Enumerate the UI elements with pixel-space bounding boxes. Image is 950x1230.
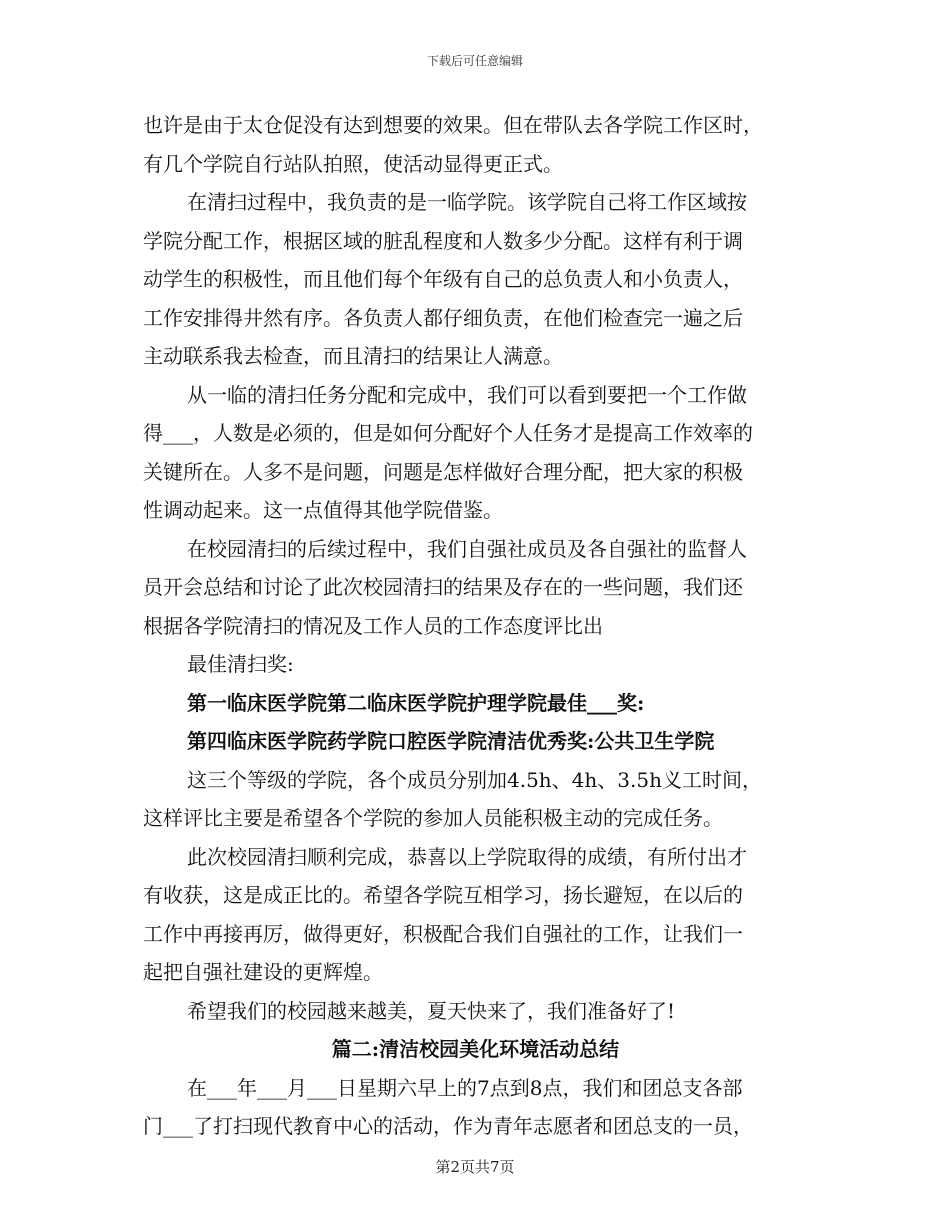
text-line: 工作中再接再厉，做得更好，积极配合我们自强社的工作，让我们一	[143, 921, 743, 946]
text-line: 工作安排得井然有序。各负责人都仔细负责，在他们检查完一遍之后	[143, 305, 743, 330]
text-line: 第四临床医学院药学院口腔医学院清洁优秀奖:公共卫生学院	[187, 729, 715, 753]
text-line: 有收获，这是成正比的。希望各学院互相学习，扬长避短，在以后的	[143, 883, 743, 907]
text-line: 第一临床医学院第二临床医学院护理学院最佳___奖:	[187, 690, 645, 715]
text-line: 主动联系我去检查，而且清扫的结果让人满意。	[143, 344, 563, 368]
document-body	[143, 106, 808, 1146]
text-line: 根据各学院清扫的情况及工作人员的工作态度评比出	[143, 613, 603, 638]
text-line: 关键所在。人多不是问题，问题是怎样做好合理分配，把大家的积极	[143, 459, 743, 484]
text-line: 门___了打扫现代教育中心的活动，作为青年志愿者和团总支的一员，	[143, 1114, 753, 1138]
text-line: 学院分配工作，根据区域的脏乱程度和人数多少分配。这样有利于调	[143, 228, 743, 253]
text-line: 员开会总结和讨论了此次校园清扫的结果及存在的一些问题，我们还	[143, 575, 743, 599]
text-line: 最佳清扫奖:	[187, 652, 294, 676]
page-header: 下载后可任意编辑	[426, 54, 523, 68]
text-line: 这三个等级的学院，各个成员分别加4.5h、4h、3.5h义工时间，	[187, 767, 762, 792]
text-line: 在校园清扫的后续过程中，我们自强社成员及各自强社的监督人	[187, 536, 747, 561]
section-heading: 篇二:清洁校园美化环境活动总结	[331, 1037, 620, 1061]
text-line: 在___年___月___日星期六早上的7点到8点，我们和团总支各部	[187, 1075, 743, 1100]
text-line: 也许是由于太仓促没有达到想要的效果。但在带队去各学院工作区时，	[143, 113, 763, 137]
text-line: 性调动起来。这一点值得其他学院借鉴。	[143, 498, 503, 522]
text-line: 从一临的清扫任务分配和完成中，我们可以看到要把一个工作做	[187, 382, 747, 407]
text-line: 在清扫过程中，我负责的是一临学院。该学院自己将工作区域按	[187, 190, 747, 214]
text-line: 此次校园清扫顺利完成，恭喜以上学院取得的成绩，有所付出才	[187, 844, 747, 869]
text-line: 有几个学院自行站队拍照，使活动显得更正式。	[143, 151, 563, 176]
page-footer: 第2页共7页	[435, 1158, 515, 1176]
text-line: 这样评比主要是希望各个学院的参加人员能积极主动的完成任务。	[143, 806, 723, 830]
text-line: 起把自强社建设的更辉煌。	[143, 960, 383, 984]
text-line: 动学生的积极性，而且他们每个年级有自己的总负责人和小负责人，	[143, 267, 743, 291]
text-line: 得___，人数是必须的，但是如何分配好个人任务才是提高工作效率的	[143, 421, 753, 445]
text-line: 希望我们的校园越来越美，夏天快来了，我们准备好了!	[187, 998, 676, 1023]
